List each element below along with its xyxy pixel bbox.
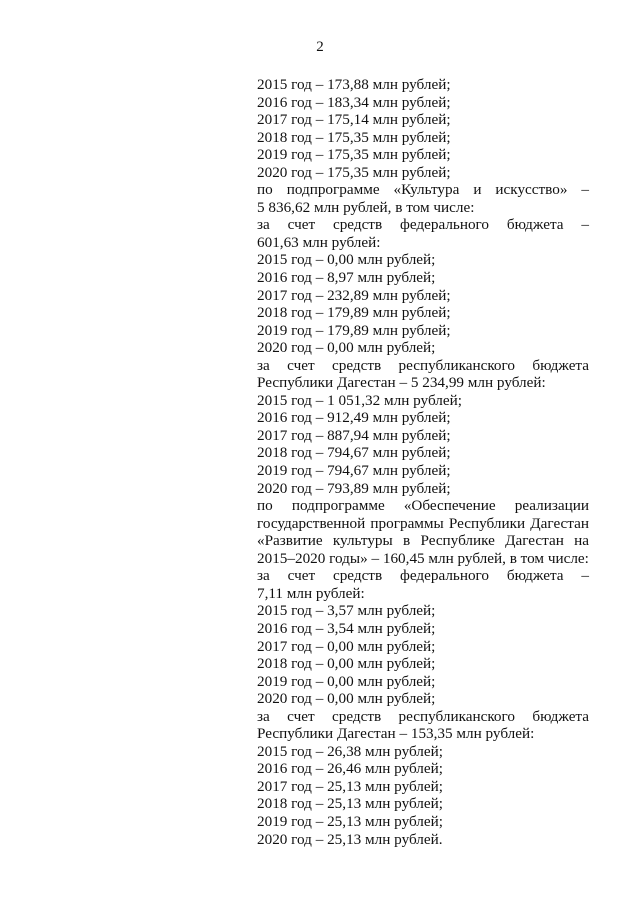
text-line: по подпрограмме «Обеспечение реализации: [257, 497, 589, 515]
text-line: 2017 год – 232,89 млн рублей;: [257, 286, 451, 304]
text-line: 2018 год – 25,13 млн рублей;: [257, 795, 443, 813]
text-line: 2018 год – 794,67 млн рублей;: [257, 444, 451, 462]
text-line: 2017 год – 25,13 млн рублей;: [257, 777, 443, 795]
text-line: 2017 год – 887,94 млн рублей;: [257, 426, 451, 444]
text-line: 2017 год – 175,14 млн рублей;: [257, 111, 451, 129]
page-number: 2: [316, 39, 324, 55]
text-line: по подпрограмме «Культура и искусство» –: [257, 181, 589, 199]
text-line: 2020 год – 793,89 млн рублей;: [257, 479, 451, 497]
text-line: 2016 год – 3,54 млн рублей;: [257, 619, 436, 637]
text-line: Республики Дагестан – 5 234,99 млн рублей:: [257, 374, 546, 392]
text-line: 2019 год – 0,00 млн рублей;: [257, 672, 436, 690]
text-line: 2018 год – 0,00 млн рублей;: [257, 655, 436, 673]
text-line: за счет средств федерального бюджета –: [257, 216, 589, 234]
text-line: за счет средств федерального бюджета –: [257, 567, 589, 585]
text-line: 2020 год – 175,35 млн рублей;: [257, 163, 451, 181]
text-line: 2019 год – 175,35 млн рублей;: [257, 146, 451, 164]
text-line: 2019 год – 794,67 млн рублей;: [257, 462, 451, 480]
text-line: 2019 год – 179,89 млн рублей;: [257, 321, 451, 339]
text-line: 7,11 млн рублей:: [257, 584, 365, 602]
text-line: 2016 год – 183,34 млн рублей;: [257, 93, 451, 111]
text-line: «Развитие культуры в Республике Дагестан на: [257, 532, 589, 550]
text-line: 2018 год – 179,89 млн рублей;: [257, 304, 451, 322]
document-body: [257, 76, 589, 848]
text-line: 2017 год – 0,00 млн рублей;: [257, 637, 436, 655]
text-line: 2015–2020 годы» – 160,45 млн рублей, в том числе:: [257, 549, 589, 567]
text-line: 2020 год – 0,00 млн рублей;: [257, 339, 436, 357]
text-line: 2015 год – 0,00 млн рублей;: [257, 251, 436, 269]
text-line: 2020 год – 0,00 млн рублей;: [257, 690, 436, 708]
text-line: 2015 год – 3,57 млн рублей;: [257, 602, 436, 620]
text-line: 2019 год – 25,13 млн рублей;: [257, 812, 443, 830]
text-line: 2016 год – 26,46 млн рублей;: [257, 760, 443, 778]
text-line: 2016 год – 8,97 млн рублей;: [257, 269, 436, 287]
text-line: 2015 год – 26,38 млн рублей;: [257, 742, 443, 760]
text-line: 2018 год – 175,35 млн рублей;: [257, 128, 451, 146]
text-line: государственной программы Республики Дагестан: [257, 514, 589, 532]
text-line: 2015 год – 173,88 млн рублей;: [257, 76, 451, 93]
text-line: за счет средств республиканского бюджета: [257, 356, 589, 374]
text-line: за счет средств республиканского бюджета: [257, 707, 589, 725]
text-line: 5 836,62 млн рублей, в том числе:: [257, 198, 475, 216]
text-line: Республики Дагестан – 153,35 млн рублей:: [257, 725, 535, 743]
text-line: 2015 год – 1 051,32 млн рублей;: [257, 391, 462, 409]
text-line: 2020 год – 25,13 млн рублей.: [257, 830, 443, 848]
text-line: 2016 год – 912,49 млн рублей;: [257, 409, 451, 427]
text-line: 601,63 млн рублей:: [257, 233, 381, 251]
